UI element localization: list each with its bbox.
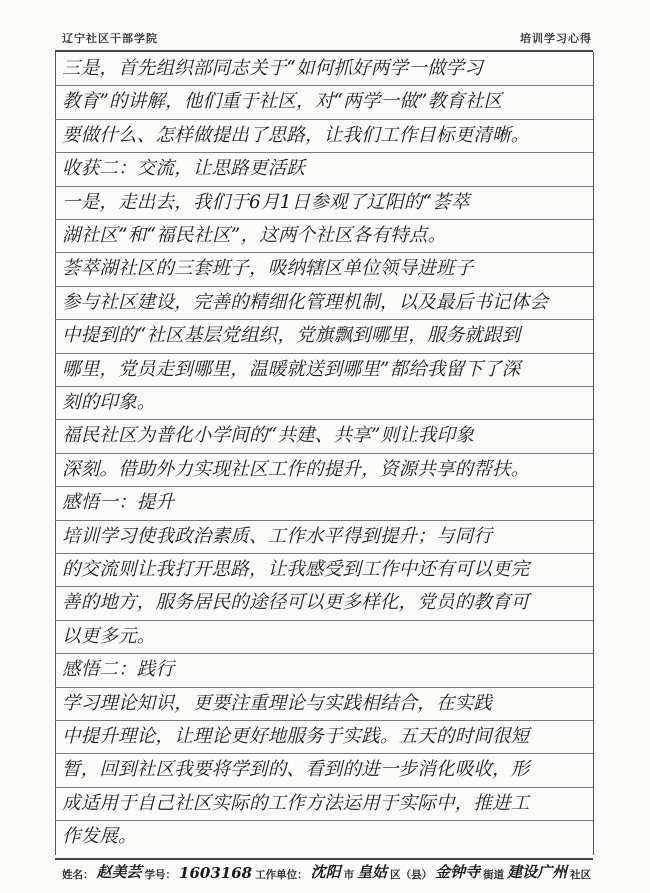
ruled-line [55,319,593,320]
handwritten-line: 作发展。 [62,826,137,848]
name-value: 赵美芸 [96,863,142,881]
document-type-header: 培训学习心得 [520,32,592,45]
handwritten-line: 感悟一：提升 [62,492,175,514]
ruled-line [55,553,593,554]
signature-footer [62,860,622,882]
ruled-line [55,119,593,120]
handwritten-line: 刻的印象。 [62,392,156,413]
handwritten-line: 善的地方，服务居民的途径可以更多样化，党员的教育可 [62,592,530,614]
ruled-line [55,687,593,688]
city-value: 沈阳 [310,863,341,881]
handwritten-line: 中提升理论，让理论更好地服务于实践。五天的时间很短 [62,726,530,747]
ruled-line [55,753,593,754]
handwritten-line: 暂，回到社区我要将学到的、看到的进一步消化吸收，形 [62,759,530,781]
handwritten-line: 湖社区”和“福民社区”，这两个社区各有特点。 [62,225,447,246]
street-label: 街道 [483,869,505,881]
handwritten-line: 感悟二：践行 [62,659,175,681]
handwritten-line: 福民社区为普化小学间的“共建、共享”则让我印象 [62,425,475,447]
right-margin-rule [593,52,594,855]
handwritten-line: 以更多元。 [62,625,156,647]
ruled-line [55,720,593,721]
ruled-line [55,787,593,788]
ruled-line [55,219,593,220]
name-label: 姓名： [62,869,94,881]
handwritten-line: 成适用于自己社区实际的工作方法运用于实际中，推进工 [62,792,530,814]
ruled-line [55,353,593,354]
handwritten-line: 教育”的讲解，他们重于社区，对“两学一做”教育社区 [62,91,503,113]
ruled-line [55,820,593,821]
handwritten-line: 一是，走出去，我们于6月1日参观了辽阳的“荟萃 [62,191,470,213]
handwritten-line: 深刻。借助外力实现社区工作的提升，资源共享的帮扶。 [62,458,530,480]
handwritten-line: 收获二：交流，让思路更活跃 [62,158,306,180]
district-value: 皇姑 [357,863,388,881]
handwritten-line: 培训学习使我政治素质、工作水平得到提升；与同行 [62,525,493,547]
ruled-line [55,286,593,287]
handwritten-line: 哪里，党员走到哪里，温暖就送到哪里”都给我留下了深 [62,358,521,380]
student-id-label: 学号： [144,869,177,881]
ruled-line [55,85,593,86]
institution-header: 辽宁社区干部学院 [62,32,158,45]
ruled-line [55,586,593,587]
handwritten-line: 学习理论知识，更要注重理论与实践相结合，在实践 [62,692,493,714]
community-label: 社区 [570,869,592,881]
city-label: 市 [343,869,355,881]
ruled-line [55,252,593,253]
handwritten-line: 要做什么、怎样做提出了思路，让我们工作目标更清晰。 [62,124,530,146]
handwritten-line: 的交流则让我打开思路，让我感受到工作中还有可以更完 [62,559,530,580]
handwritten-line: 中提到的“社区基层党组织，党旗飘到哪里，服务就跟到 [62,325,521,347]
work-unit-label: 工作单位： [255,869,308,881]
ruled-line [55,152,593,153]
handwritten-line: 三是，首先组织部同志关于“如何抓好两学一做学习 [62,58,484,79]
community-value: 建设广州 [507,863,568,881]
ruled-line [55,486,593,487]
ruled-line [55,419,593,420]
ruled-line [55,386,593,387]
student-id-value: 1603168 [179,864,253,882]
ruled-line [55,520,593,521]
ruled-line [55,186,593,187]
ruled-line [55,620,593,621]
ruled-line [55,653,593,654]
handwritten-line: 参与社区建设，完善的精细化管理机制，以及最后书记体会 [62,291,549,313]
district-label: 区（县） [390,869,433,881]
street-value: 金钟寺 [435,863,481,881]
handwritten-line: 荟萃湖社区的三套班子，吸纳辖区单位领导进班子 [62,258,474,280]
ruled-line [55,453,593,454]
